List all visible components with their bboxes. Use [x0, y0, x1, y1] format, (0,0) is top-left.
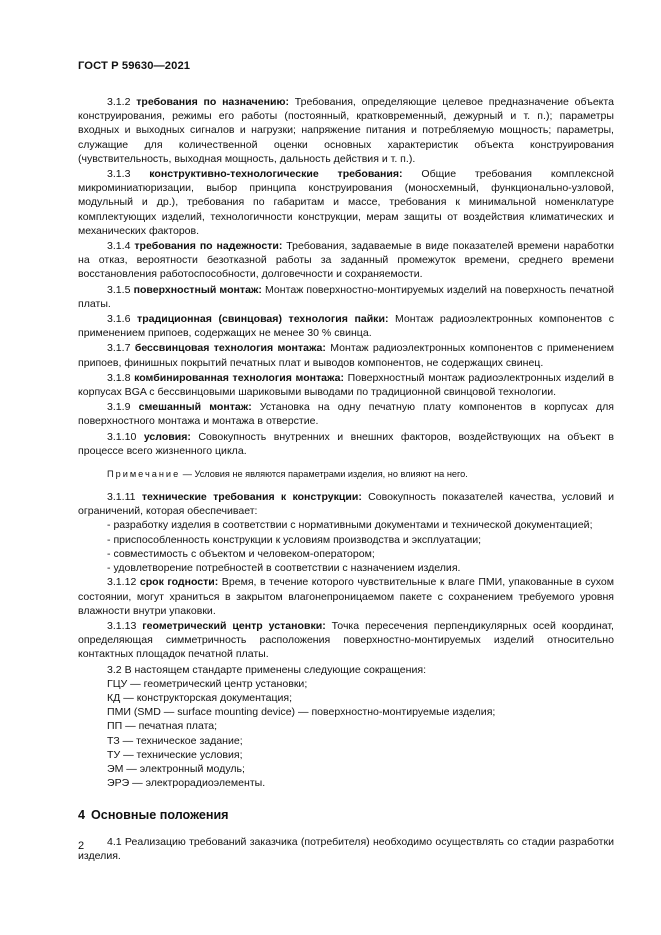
term: условия:: [143, 430, 191, 443]
abbreviation-item: КД — конструкторская документация;: [107, 691, 293, 704]
list-item: - удовлетворение потребностей в соответствии с назначением изделия.: [107, 562, 461, 575]
section-heading: [78, 808, 614, 822]
abbreviation-item: ПМИ (SMD — surface mounting device) — поверхностно-монтируемые изделия;: [107, 706, 496, 719]
section-title: Основные положения: [91, 808, 229, 823]
term: требования по назначению:: [136, 96, 290, 108]
definition-3-1-13: 3.1.13 геометрический центр установки: Точка пересечения перпендикулярных осей координат, определяющая симметричность расположения поверхностно-монтируемых изделий относительно контактных площадок печатной платы.: [78, 619, 614, 661]
abbreviation-item: ЭРЭ — электрорадиоэлементы.: [107, 777, 266, 790]
term: требования по надежности:: [134, 240, 283, 253]
definition-3-1-2: 3.1.2 требования по назначению: Требования, определяющие целевое предназначение объекта конструирования, режимы его работы (постоянный, кратковременный, дежурный и т. п.); параметры входных и выходных сигналов и нагрузки; напряжение питания и потребляемую мощность; параметры, служащие для количественной оценки основных характеристик объекта конструирования (чувствительность, выходная мощность, дальность действия и т. п.).: [78, 96, 614, 165]
abbreviation-item: ГЦУ — геометрический центр установки;: [107, 677, 308, 690]
definition-3-1-7: 3.1.7 бессвинцовая технология монтажа: Монтаж радиоэлектронных компонентов с применением припоев, финишных покрытий печатных плат и выводов компонентов, не содержащих свинец.: [78, 342, 614, 369]
list-item: - разработку изделия в соответствии с нормативными документами и технической документацией;: [107, 519, 593, 532]
note-label: Примечание: [107, 469, 181, 480]
definition-3-1-5: 3.1.5 поверхностный монтаж: Монтаж поверхностно-монтируемых изделий на поверхность печатной платы.: [78, 283, 615, 310]
note-text: — Условия не являются параметрами изделия, но влияют на него.: [180, 469, 468, 480]
section-number: 4: [78, 808, 86, 823]
abbreviation-item: ТУ — технические условия;: [107, 748, 243, 761]
document-header: ГОСТ Р 59630—2021: [78, 60, 191, 72]
definition-3-1-3: 3.1.3 конструктивно-технологические требования: Общие требования комплексной микроминиатюризации, выбор принципа конструирования (моносхемный, функционально-узловой, модульный и др.), требования по габаритам и массе, требования к минимальной номенклатуре комплектующих изделий, технологичности конструкции, мерам защиты от воздействия климатических и механических факторов.: [78, 168, 614, 237]
abbreviations-intro: 3.2 В настоящем стандарте применены следующие сокращения:: [107, 663, 427, 676]
term: поверхностный монтаж:: [133, 283, 262, 296]
page-number: 2: [78, 840, 85, 852]
abbreviation-item: ТЗ — техническое задание;: [107, 734, 243, 747]
term: бессвинцовая технология монтажа:: [134, 342, 326, 355]
term: комбинированная технология монтажа:: [134, 371, 345, 384]
definition-3-1-12: 3.1.12 срок годности: Время, в течение которого чувствительные к влаге ПМИ, упакованные в сухом состоянии, могут храниться в закрытом влагонепроницаемом пакете с сохранением требуемого уровня влажности внутри упаковки.: [78, 576, 614, 617]
note: [78, 468, 614, 480]
abbreviation-item: ПП — печатная плата;: [107, 720, 218, 733]
list-item: - совместимость с объектом и человеком-оператором;: [107, 547, 375, 560]
definition-3-1-8: 3.1.8 комбинированная технология монтажа: Поверхностный монтаж радиоэлектронных изделий в корпусах BGA с бессвинцовыми шариковыми выводами по традиционной свинцовой технологии.: [78, 371, 614, 399]
definition-3-1-11: 3.1.11 технические требования к конструкции: Совокупность показателей качества, условий и ограничений, которая обеспечивает:: [78, 491, 614, 518]
term: срок годности:: [139, 576, 219, 589]
definition-3-1-6: 3.1.6 традиционная (свинцовая) технология пайки: Монтаж радиоэлектронных компонентов с применением припоев, содержащих не менее 30 % свинца.: [78, 313, 614, 340]
term: традиционная (свинцовая) технология пайки:: [137, 313, 389, 326]
definition-3-1-4: 3.1.4 требования по надежности: Требования, задаваемые в виде показателей времени наработки на отказ, вероятности безотказной работы за заданный промежуток времени, среднего времени восстановления работоспособности, долговечности и сохраняемости.: [78, 240, 614, 281]
term: технические требования к конструкции:: [141, 491, 362, 504]
definition-3-1-10: 3.1.10 условия: Совокупность внутренних и внешних факторов, воздействующих на объект в процессе всего жизненного цикла.: [78, 430, 614, 457]
abbreviation-item: ЭМ — электронный модуль;: [107, 762, 245, 775]
list-item: - приспособленность конструкции к условиям производства и эксплуатации;: [107, 533, 482, 546]
paragraph-4-1: 4.1 Реализацию требований заказчика (потребителя) необходимо осуществлять со стадии разработки изделия.: [78, 835, 614, 862]
term: геометрический центр установки:: [142, 619, 326, 632]
document-body: [78, 95, 614, 864]
definition-3-1-9: 3.1.9 смешанный монтаж: Установка на одну печатную плату компонентов в корпусах для поверхностного монтажа и монтажа в отверстие.: [78, 401, 615, 428]
term: конструктивно-технологические требования:: [149, 168, 403, 181]
term: смешанный монтаж:: [138, 401, 252, 414]
